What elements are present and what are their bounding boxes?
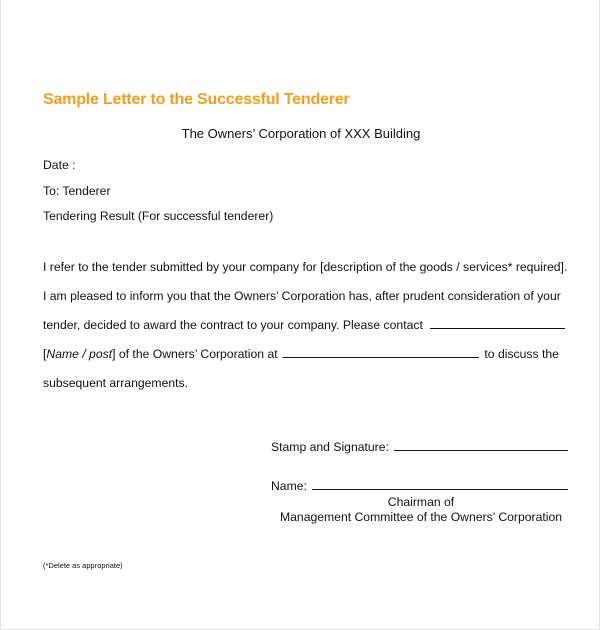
body-line-1: I refer to the tender submitted by your company for [description of the goods / services* required].	[43, 260, 568, 274]
body-line-4	[43, 347, 559, 361]
name-line	[271, 479, 568, 493]
stamp-signature-line	[271, 440, 568, 454]
subject-line: Tendering Result (For successful tenderer)	[43, 209, 274, 223]
signature-blank[interactable]	[394, 440, 568, 451]
body-line-3-text: tender, decided to award the contract to your company. Please contact	[43, 318, 423, 332]
phone-blank[interactable]	[283, 347, 479, 358]
name-post-placeholder: Name / post	[46, 347, 113, 361]
corporation-title: The Owners’ Corporation of XXX Building	[181, 126, 421, 141]
body-line-5: subsequent arrangements.	[43, 376, 188, 390]
letter-heading: Sample Letter to the Successful Tenderer	[43, 91, 350, 108]
footnote: (*Delete as appropriate)	[43, 561, 123, 570]
to-line: To: Tenderer	[43, 184, 111, 198]
body-line-2: I am pleased to inform you that the Owners’ Corporation has, after prudent consideration of your	[43, 289, 561, 303]
signatory-title-2: Management Committee of the Owners’ Corporation	[279, 510, 563, 524]
contact-blank[interactable]	[430, 318, 565, 329]
body-line-4-text: ] of the Owners’ Corporation at	[112, 347, 278, 361]
body-line-3	[43, 318, 565, 332]
date-line: Date :	[43, 158, 76, 172]
body-line-4-end: to discuss the	[484, 347, 559, 361]
bracket-open: [	[43, 347, 47, 361]
signatory-title-1: Chairman of	[387, 495, 455, 509]
stamp-label: Stamp and Signature:	[271, 440, 389, 454]
name-label: Name:	[271, 479, 307, 493]
name-blank[interactable]	[312, 479, 568, 490]
